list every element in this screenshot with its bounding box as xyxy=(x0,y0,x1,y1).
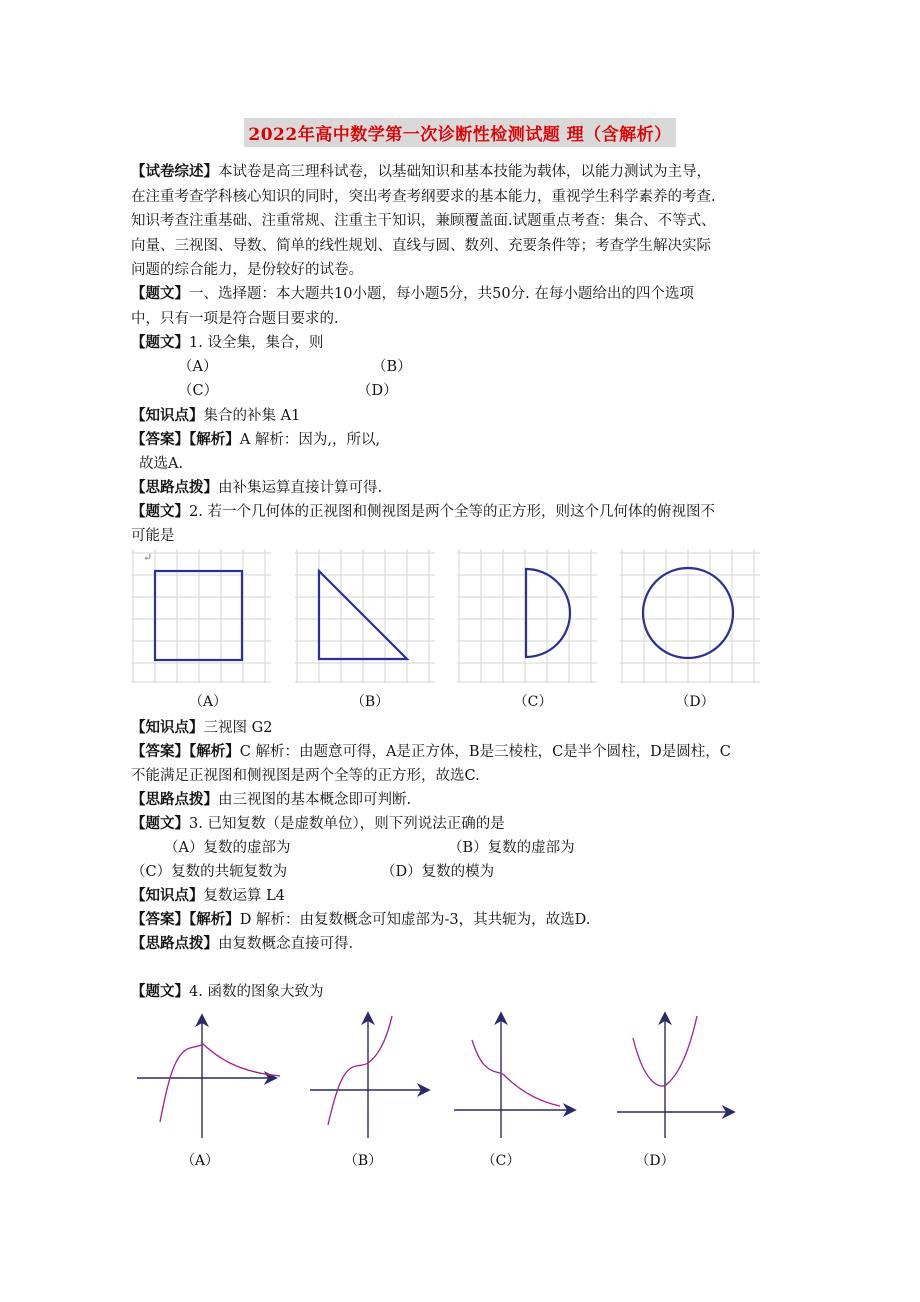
q3-knowledge: 【知识点】复数运算 L4 xyxy=(131,887,285,904)
q1-option-d: （D） xyxy=(357,383,398,399)
q2-figure-d xyxy=(620,549,760,683)
q2-stem-2: 可能是 xyxy=(131,528,175,544)
q2-knowledge: 【知识点】三视图 G2 xyxy=(131,719,273,736)
q2-answer-2: 不能满足正视图和侧视图是两个全等的正方形，故选C. xyxy=(131,768,480,784)
return-mark-icon: ↵ xyxy=(143,551,153,564)
q2-figure-a xyxy=(131,549,271,683)
title-wrap xyxy=(0,118,920,147)
summary-line-5: 问题的综合能力，是份较好的试卷。 xyxy=(131,262,363,278)
q2-caption-a: （A） xyxy=(188,694,228,710)
q2-caption-d: （D） xyxy=(675,694,715,710)
summary-tag: 【试卷综述】 xyxy=(131,163,218,180)
page-title: 2022年高中数学第一次诊断性检测试题 理（含解析） xyxy=(244,118,675,147)
curve xyxy=(328,1016,392,1125)
q4-stem: 【题文】4. 函数的图象大致为 xyxy=(131,983,324,1000)
q4-caption-c: （C） xyxy=(481,1153,521,1169)
q3-tip: 【思路点拨】由复数概念直接可得. xyxy=(131,935,354,952)
q4-graph-d xyxy=(615,1010,740,1142)
half-circle-shape xyxy=(526,569,570,657)
q2-answer: 【答案】【解析】C 解析：由题意可得，A是正方体，B是三棱柱，C是半个圆柱，D是圆柱，C xyxy=(131,743,731,760)
q3-stem: 【题文】3. 已知复数（是虚数单位），则下列说法正确的是 xyxy=(131,815,505,832)
q4-graph-c xyxy=(452,1010,582,1142)
q2-stem: 【题文】2. 若一个几何体的正视图和侧视图是两个全等的正方形，则这个几何体的俯视图不 xyxy=(131,503,715,520)
curve xyxy=(472,1040,560,1106)
summary-line-3: 知识考查注重基础、注重常规、注重主干知识，兼顾覆盖面.试题重点考查：集合、不等式、 xyxy=(131,213,716,229)
q3-answer: 【答案】【解析】D 解析：由复数概念可知虚部为-3，其共轭为，故选D. xyxy=(131,911,591,928)
q1-stem: 【题文】1. 设全集，集合，则 xyxy=(131,334,324,351)
q1-answer-conclusion: 故选A. xyxy=(139,456,184,472)
q1-option-c: （C） xyxy=(178,383,219,399)
summary-line-4: 向量、三视图、导数、简单的线性规划、直线与圆、数列、充要条件等；考查学生解决实际 xyxy=(131,238,711,254)
section-line-1: 【题文】一、选择题：本大题共10小题，每小题5分，共50分. 在每小题给出的四个选项 xyxy=(131,285,694,302)
q2-figure-c xyxy=(457,549,597,683)
q4-caption-d: （D） xyxy=(635,1153,675,1169)
q2-figure-b xyxy=(295,549,435,683)
q3-option-c: （C）复数的共轭复数为 xyxy=(131,864,288,880)
summary-line-1: 【试卷综述】本试卷是高三理科试卷，以基础知识和基本技能为载体，以能力测试为主导， xyxy=(131,163,711,180)
q1-knowledge: 【知识点】集合的补集 A1 xyxy=(131,407,301,424)
q2-grid-c xyxy=(457,549,597,683)
q1-option-b: （B） xyxy=(372,359,412,375)
q1-option-a: （A） xyxy=(178,359,218,375)
q2-grid-d xyxy=(620,549,760,683)
q2-tip: 【思路点拨】由三视图的基本概念即可判断. xyxy=(131,791,412,808)
summary-line-2: 在注重考查学科核心知识的同时，突出考查考纲要求的基本能力，重视学生科学素养的考查. xyxy=(131,189,716,205)
q4-graph-b xyxy=(308,1010,448,1142)
section-line-2: 中，只有一项是符合题目要求的. xyxy=(131,311,339,327)
q4-graph-a xyxy=(135,1010,285,1142)
curve xyxy=(160,1044,280,1122)
q2-caption-b: （B） xyxy=(350,694,390,710)
q2-grid-b xyxy=(295,549,435,683)
q1-answer: 【答案】【解析】A 解析：因为,，所以, xyxy=(131,431,381,448)
q1-tip: 【思路点拨】由补集运算直接计算可得. xyxy=(131,479,383,496)
q3-option-b: （B）复数的虚部为 xyxy=(448,840,575,856)
q4-caption-a: （A） xyxy=(180,1153,220,1169)
q3-option-d: （D）复数的模为 xyxy=(381,864,495,880)
q2-caption-c: （C） xyxy=(513,694,553,710)
q4-caption-b: （B） xyxy=(343,1153,383,1169)
q2-grid-a xyxy=(131,549,271,683)
q3-option-a: （A）复数的虚部为 xyxy=(164,840,291,856)
